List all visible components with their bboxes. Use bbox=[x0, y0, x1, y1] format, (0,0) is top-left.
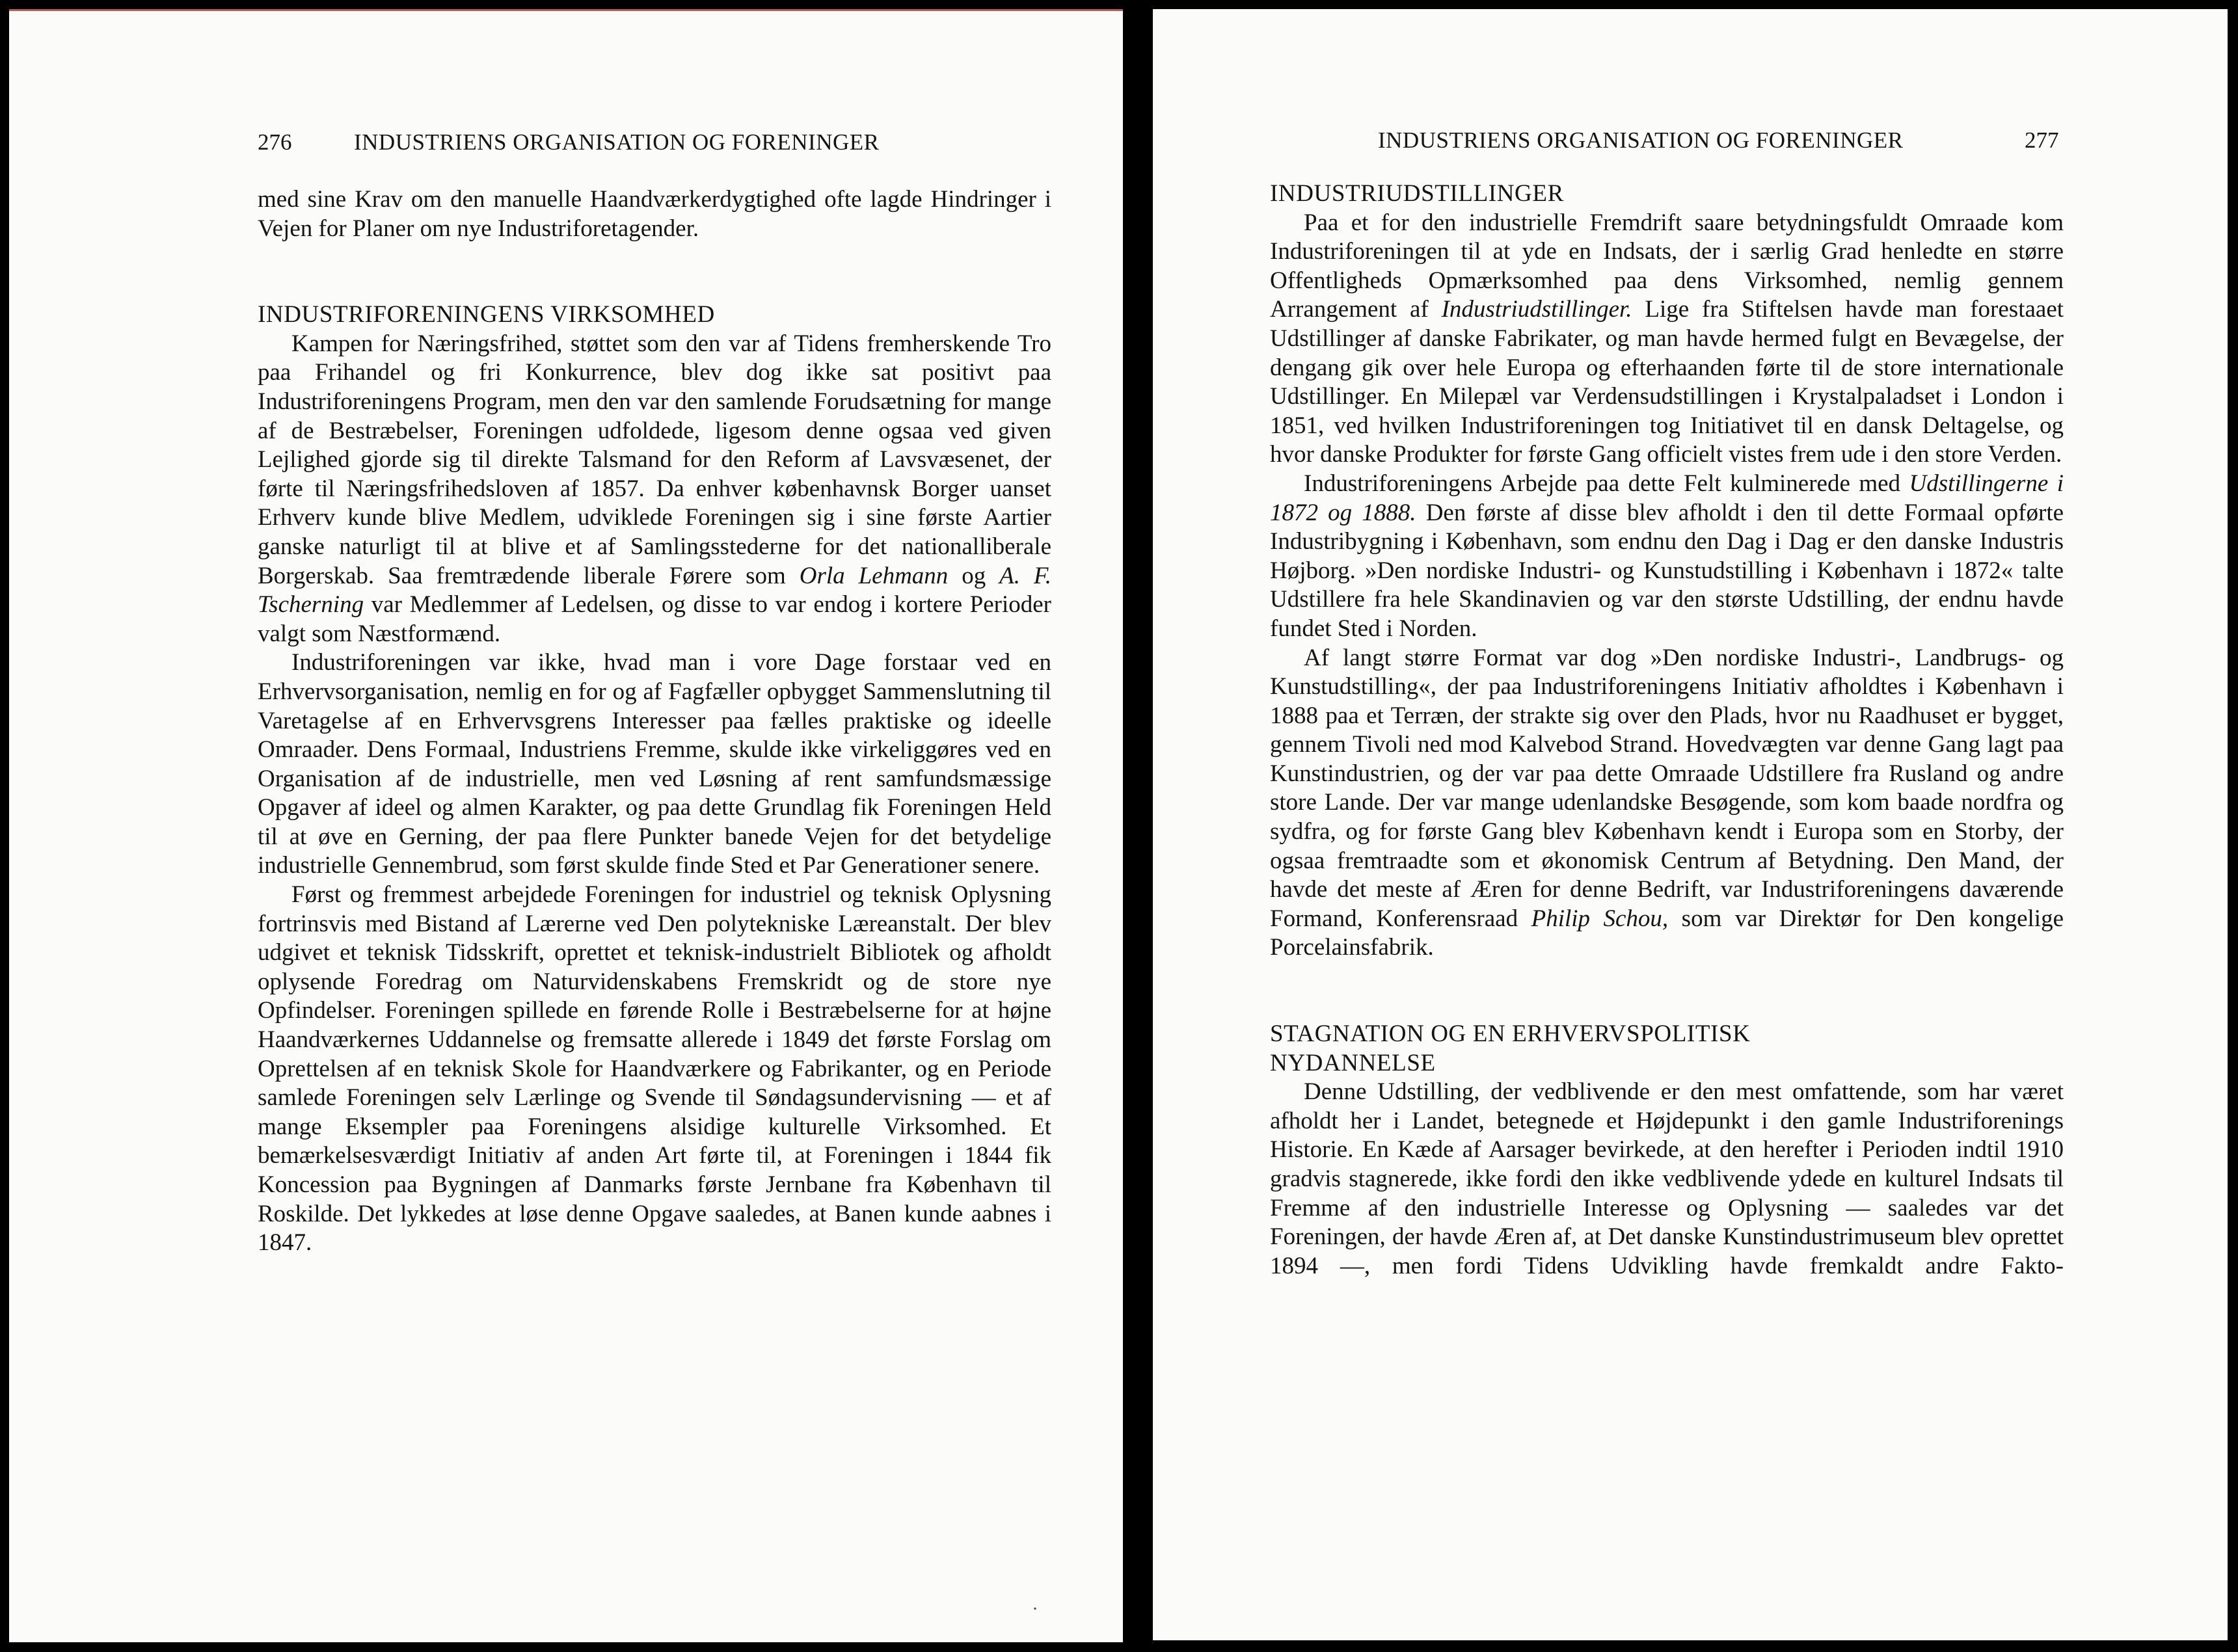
emphasized-term: Udstillingerne i 1872 og 1888. bbox=[1270, 470, 2064, 526]
emphasized-term: Industriudstillinger. bbox=[1441, 296, 1632, 323]
paragraph-text: Den første af disse blev afholdt i den til dette Formaal opførte Industribygning i København, som endnu den Dag i Dag er den danske Industris Højborg. »Den nordiske Industri- og Kunstudstilling i København i 1872« talte Udstillere fra hele Skandinavien og var den største Udstilling, der endnu havde fundet Sted i Norden. bbox=[1270, 499, 2064, 642]
paragraph-text: var Medlemmer af Ledelsen, og disse to var endog i kortere Perioder valgt som Næstformænd. bbox=[258, 591, 1052, 647]
section-heading: INDUSTRIUDSTILLINGER bbox=[1270, 180, 1564, 207]
section-heading: INDUSTRIFORENINGENS VIRKSOMHED bbox=[258, 301, 715, 328]
person-name: Philip Schou, bbox=[1531, 905, 1669, 932]
person-name: Orla Lehmann bbox=[799, 562, 949, 589]
paragraph bbox=[1270, 470, 2064, 644]
paragraph-text: Kampen for Næringsfrihed, støttet som den var af Tidens fremherskende Tro paa Frihandel og fri Konkurrence, blev dog ikke sat positivt paa Industriforeningens Program, men den var den samlende Forudsætning for mange af de Bestræbelser, Foreningen udfoldede, ligesom denne ogsaa ved given Lejlighed gjorde sig til direkte Talsmand for den Reform af Lavsvæsenet, der førte til Næringsfrihedsloven af 1857. Da enhver københavnsk Borger uanset Erhverv kunde blive Medlem, udviklede Foreningen sig i sine første Aartier ganske naturligt til at blive et af Samlingsstederne for det nationalliberale Borgerskab. Saa fremtrædende liberale Førere som bbox=[258, 330, 1051, 589]
paragraph: Først og fremmest arbejdede Foreningen for industriel og teknisk Oplysning fortrinsvis med Bistand af Lærerne ved Den polytekniske Læreanstalt. Der blev udgivet et teknisk Tidsskrift, oprettet et teknisk-industrielt Bibliotek og afholdt oplysende Foredrag om Naturvidenskabens Fremskridt og de store nye Opfindelser. Foreningen spillede en førende Rolle i Bestræbelserne for at højne Haandværkernes Uddannelse og fremsatte allerede i 1849 det første Forslag om Oprettelsen af en teknisk Skole for Haandværkere og Fabrikanter, og en Periode samlede Foreningen selv Lærlinge og Svende til Søndagsundervisning — et af mange Eksempler paa Foreningens alsidige kulturelle Virksomhed. Et bemærkelsesværdigt Initiativ af anden Art førte til, at Foreningen i 1844 fik Koncession paa Bygningen af Danmarks første Jernbane fra København til Roskilde. Det lykkedes at løse denne Opgave saaledes, at Banen kunde aabnes i 1847. bbox=[258, 881, 1051, 1257]
section-heading-line: STAGNATION OG EN ERHVERVSPOLITISK bbox=[1270, 1020, 1751, 1048]
right-page bbox=[1153, 9, 2228, 1640]
paragraph bbox=[258, 330, 1051, 649]
paragraph: Denne Udstilling, der vedblivende er den mest omfattende, som har været afholdt her i Landet, betegnede et Højdepunkt i den gamle Industriforenings Historie. En Kæde af Aarsager bevirkede, at den herefter i Perioden indtil 1910 gradvis stagnerede, ikke fordi den ikke vedblivende ydede en kulturel Indsats til Fremme af den industrielle Interesse og Oplysning — saaledes var det Foreningen, der havde Æren af, at Det danske Kunstindustrimuseum blev oprettet 1894 —, men fordi Tidens Udvikling havde fremkaldt andre Fakto- bbox=[1270, 1078, 2064, 1279]
page-number: 277 bbox=[2025, 127, 2059, 153]
paragraph-text: som var Direktør for Den kongelige Porcelainsfabrik. bbox=[1270, 905, 2064, 961]
page-number: 276 bbox=[258, 129, 292, 155]
left-page bbox=[9, 9, 1123, 1642]
left-body-text bbox=[258, 185, 1051, 1258]
continuation-paragraph: med sine Krav om den manuelle Haandværkerdygtighed ofte lagde Hindringer i Vejen for Planer om nye Industriforetagender. bbox=[258, 186, 1051, 242]
running-head: INDUSTRIENS ORGANISATION OG FORENINGER bbox=[1378, 127, 1904, 153]
section-heading-line: NYDANNELSE bbox=[1270, 1049, 1436, 1076]
paragraph bbox=[1270, 644, 2064, 963]
paragraph-text: Lige fra Stiftelsen havde man forestaaet Udstillinger af danske Fabrikater, og man havde hermed fulgt en Bevægelse, der dengang gik over hele Europa og efterhaanden førte til de store internationale Udstillinger. En Milepæl var Verdensudstillingen i Krystalpaladset i London i 1851, ved hvilken Industriforeningen tog Initiativet til en dansk Deltagelse, og hvor danske Produkter for første Gang officielt vistes frem ude i den store Verden. bbox=[1270, 296, 2064, 468]
right-body-text bbox=[1270, 180, 2064, 1281]
running-head: INDUSTRIENS ORGANISATION OG FORENINGER bbox=[354, 129, 880, 155]
paragraph-text: Af langt større Format var dog »Den nordiske Industri-, Landbrugs- og Kunstudstilling«, der paa Industriforeningens Initiativ afholdtes i København i 1888 paa et Terræn, der strakte sig over den Plads, hvor nu Raadhuset er bygget, gennem Tivoli ned mod Kalvebod Strand. Hovedvægten var denne Gang lagt paa Kunstindustrien, og der var paa dette Omraade Udstillere fra Rusland og andre store Lande. Der var mange udenlandske Besøgende, som kom baade nordfra og sydfra, og for første Gang blev København kendt i Europa som en Storby, der ogsaa fremtraadte som et økonomisk Centrum af Betydning. Den Mand, der havde det meste af Æren for denne Bedrift, var Industriforeningens daværende Formand, Konferensraad bbox=[1270, 644, 2064, 932]
paragraph: Industriforeningen var ikke, hvad man i vore Dage forstaar ved en Erhvervsorganisation, nemlig en for og af Fagfæller opbygget Sammenslutning til Varetagelse af en Erhvervsgrens Interesser paa fælles praktiske og ideelle Omraader. Dens Formaal, Industriens Fremme, skulde ikke virkeliggøres ved en Organisation af de industrielle, men ved Løsning af rent samfundsmæssige Opgaver af ideel og almen Karakter, og paa dette Grundlag fik Foreningen Held til at øve en Gerning, der paa flere Punkter banede Vejen for det betydelige industrielle Gennembrud, som først skulde finde Sted et Par Generationer senere. bbox=[258, 649, 1051, 879]
paragraph-text: Paa et for den industrielle Fremdrift saare betydningsfuldt Omraade kom Industriforeningen til at yde en Indsats, der i særlig Grad henledte en større Offentligheds Opmærksomhed paa dens Virksomhed, nemlig gennem Arrangement af bbox=[1270, 209, 2064, 323]
section-heading bbox=[1270, 1020, 2064, 1078]
paragraph bbox=[1270, 209, 2064, 470]
page-speck: · bbox=[1032, 1598, 1038, 1619]
paragraph-text: og bbox=[962, 562, 986, 589]
person-name: A. F. Tscherning bbox=[258, 562, 1051, 619]
paragraph-text: Industriforeningens Arbejde paa dette Felt kulminerede med bbox=[1304, 470, 1901, 497]
